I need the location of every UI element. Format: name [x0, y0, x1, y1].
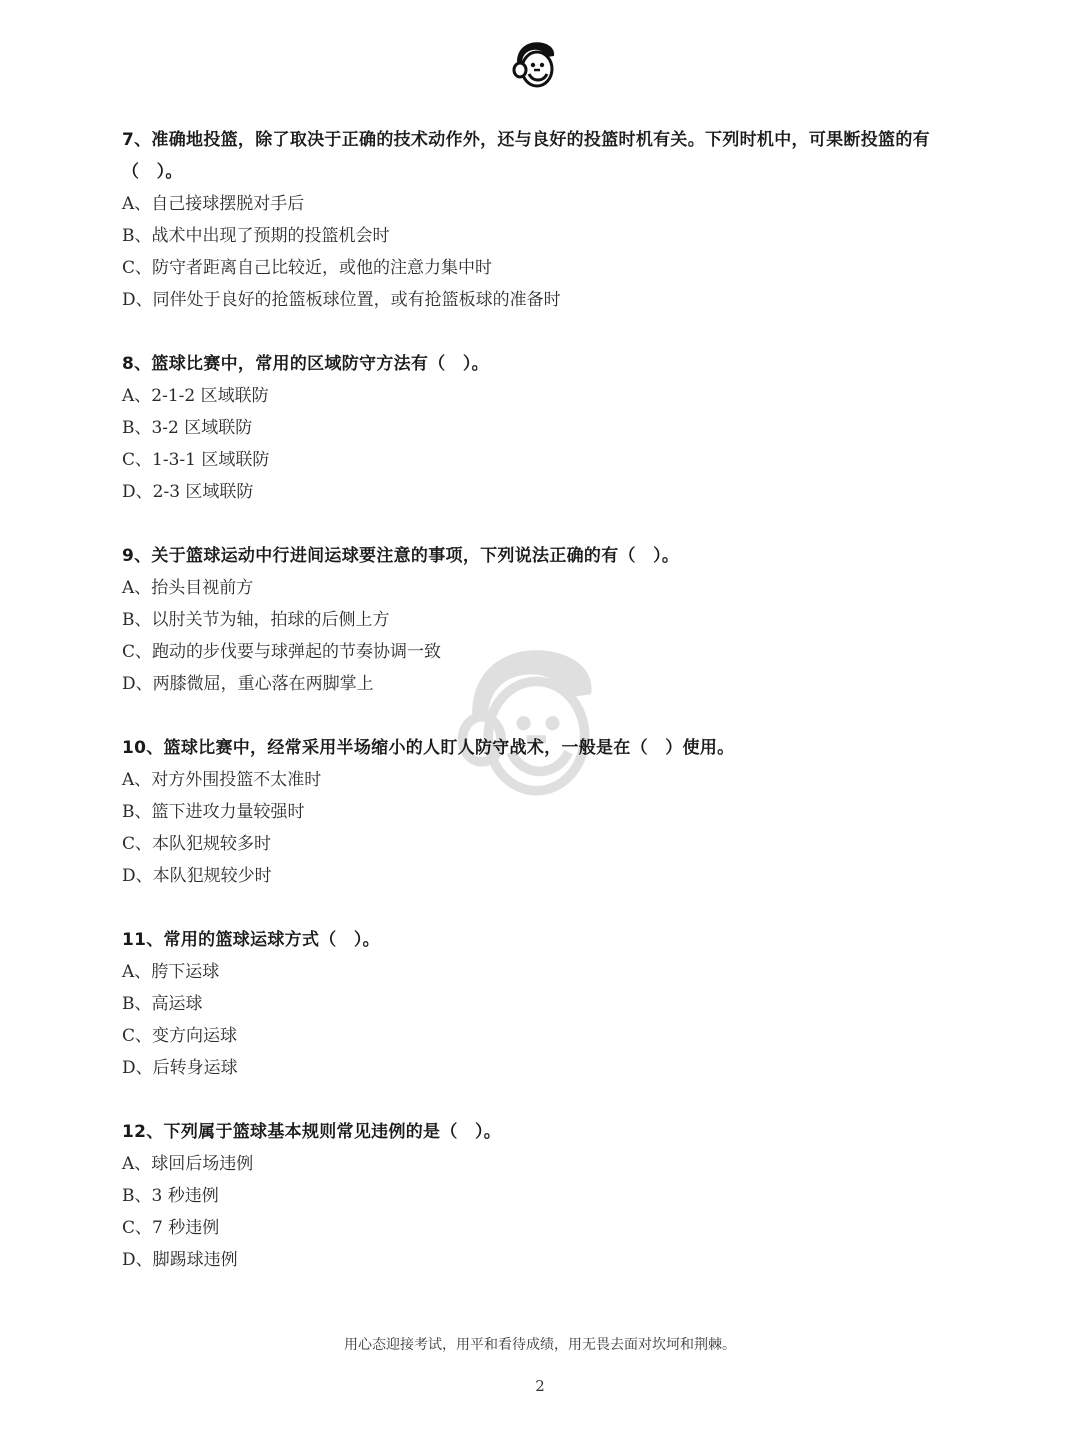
question-title: 10、篮球比赛中，经常采用半场缩小的人盯人防守战术，一般是在（ ）使用。: [122, 738, 735, 758]
option-b: B、3-2 区域联防: [122, 418, 253, 438]
option-d: D、2-3 区域联防: [122, 482, 254, 502]
option-b: B、篮下进攻力量较强时: [122, 802, 305, 822]
option-d: D、同伴处于良好的抢篮板球位置，或有抢篮板球的准备时: [122, 290, 561, 310]
question-7: [122, 124, 962, 316]
option-d: D、两膝微屈，重心落在两脚掌上: [122, 674, 374, 694]
option-a: A、自己接球摆脱对手后: [122, 194, 305, 214]
option-a: A、球回后场违例: [122, 1154, 254, 1174]
option-a: A、胯下运球: [122, 962, 220, 982]
question-title: 7、准确地投篮，除了取决于正确的技术动作外，还与良好的投篮时机有关。下列时机中，可果断投篮的有（ ）。: [122, 130, 930, 182]
question-title: 11、常用的篮球运球方式（ ）。: [122, 930, 380, 950]
option-d: D、本队犯规较少时: [122, 866, 272, 886]
question-8: [122, 348, 962, 508]
option-c: C、跑动的步伐要与球弹起的节奏协调一致: [122, 642, 442, 662]
option-b: B、战术中出现了预期的投篮机会时: [122, 226, 390, 246]
option-a: A、抬头目视前方: [122, 578, 254, 598]
question-12: [122, 1116, 962, 1276]
question-title: 12、下列属于篮球基本规则常见违例的是（ ）。: [122, 1122, 502, 1142]
option-b: B、高运球: [122, 994, 203, 1014]
monkey-mascot-icon: [507, 36, 563, 92]
option-d: D、脚踢球违例: [122, 1250, 238, 1270]
option-b: B、以肘关节为轴，拍球的后侧上方: [122, 610, 390, 630]
option-d: D、后转身运球: [122, 1058, 238, 1078]
footer-motto: 用心态迎接考试，用平和看待成绩，用无畏去面对坎坷和荆棘。: [344, 1337, 736, 1353]
option-c: C、1-3-1 区域联防: [122, 450, 270, 470]
option-a: A、2-1-2 区域联防: [122, 386, 269, 406]
question-10: [122, 732, 962, 892]
question-11: [122, 924, 962, 1084]
option-b: B、3 秒违例: [122, 1186, 219, 1206]
question-title: 8、篮球比赛中，常用的区域防守方法有（ ）。: [122, 354, 489, 374]
option-c: C、防守者距离自己比较近，或他的注意力集中时: [122, 258, 493, 278]
option-c: C、变方向运球: [122, 1026, 238, 1046]
option-c: C、本队犯规较多时: [122, 834, 272, 854]
page-number: 2: [535, 1377, 545, 1395]
question-9: [122, 540, 962, 700]
option-c: C、7 秒违例: [122, 1218, 220, 1238]
question-title: 9、关于篮球运动中行进间运球要注意的事项，下列说法正确的有（ ）。: [122, 546, 680, 566]
option-a: A、对方外围投篮不太准时: [122, 770, 322, 790]
question-list: [122, 124, 962, 1308]
